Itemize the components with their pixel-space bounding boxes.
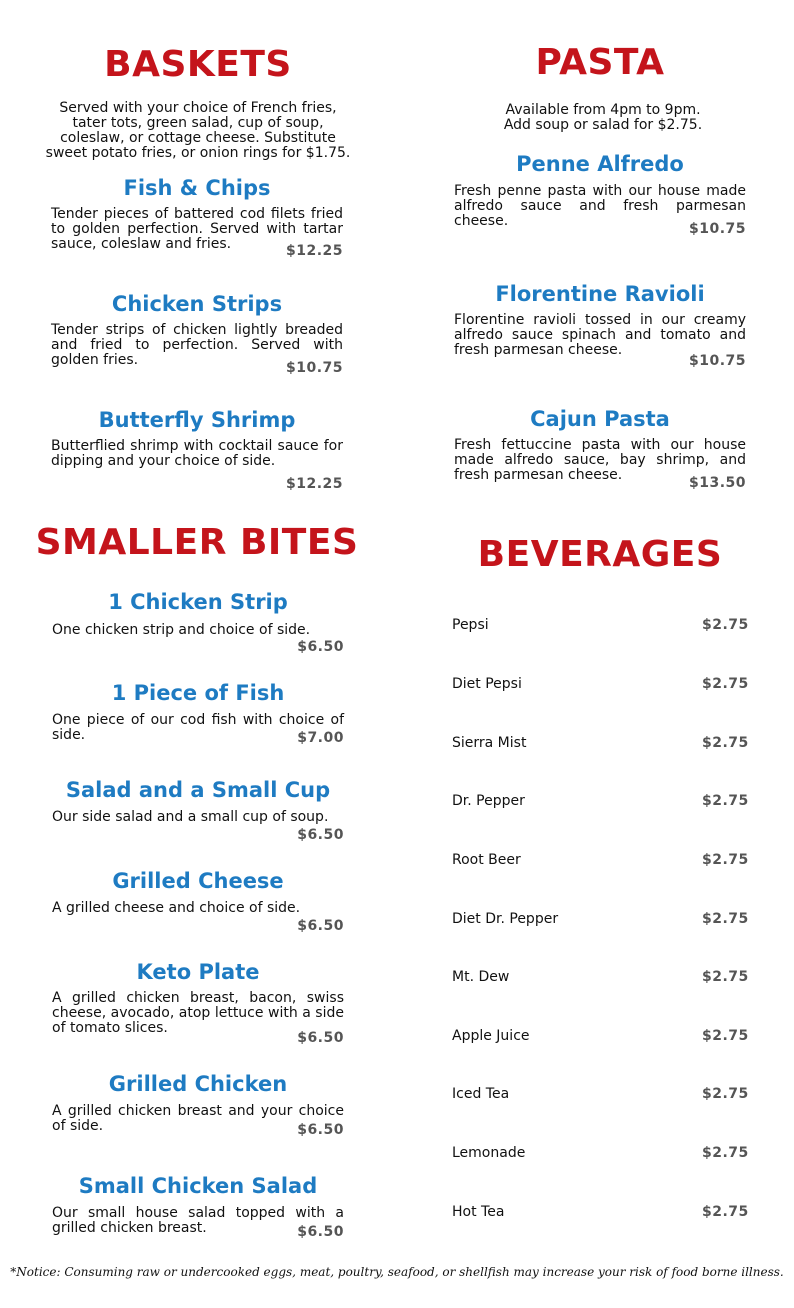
bites-item-desc: A grilled chicken breast and your choice of side. (52, 1103, 344, 1134)
pasta-item-name: Cajun Pasta (530, 407, 670, 431)
bites-item-price: $6.50 (297, 639, 344, 655)
pasta-intro-line2: Add soup or salad for $2.75. (503, 117, 703, 133)
bites-item-name: Grilled Cheese (112, 869, 284, 893)
beverage-price: $2.75 (702, 1145, 749, 1161)
pasta-item-desc: Florentine ravioli tossed in our creamy alfredo sauce spinach and tomato and fresh parmesan cheese. (454, 312, 746, 358)
beverage-name: Dr. Pepper (452, 793, 525, 809)
beverage-price: $2.75 (702, 969, 749, 985)
bites-item-price: $6.50 (297, 1224, 344, 1240)
baskets-title: BASKETS (104, 44, 292, 85)
bites-item-name: Salad and a Small Cup (65, 778, 331, 802)
beverage-name: Iced Tea (452, 1086, 510, 1102)
beverage-price: $2.75 (702, 1086, 749, 1102)
beverage-name: Pepsi (452, 617, 489, 633)
baskets-item-price: $12.25 (285, 476, 343, 492)
bites-item-price: $6.50 (297, 918, 344, 934)
bites-item-desc: A grilled cheese and choice of side. (52, 900, 301, 916)
bites-item-price: $6.50 (297, 1030, 344, 1046)
beverage-name: Sierra Mist (452, 735, 527, 751)
baskets-item-name: Fish & Chips (123, 176, 271, 200)
pasta-item-price: $10.75 (688, 353, 746, 369)
pasta-item-desc: Fresh fettuccine pasta with our house made alfredo sauce, bay shrimp, and fresh parmesan cheese. (454, 437, 746, 483)
baskets-item-name: Butterfly Shrimp (98, 408, 296, 432)
bites-item-price: $6.50 (297, 1122, 344, 1138)
baskets-item-desc: Tender strips of chicken lightly breaded and fried to perfection. Served with golden fries. (51, 322, 343, 368)
beverage-price: $2.75 (702, 676, 749, 692)
beverage-price: $2.75 (702, 1028, 749, 1044)
beverage-price: $2.75 (702, 911, 749, 927)
pasta-item-desc: Fresh penne pasta with our house made alfredo sauce and fresh parmesan cheese. (454, 183, 746, 229)
pasta-intro-line1: Available from 4pm to 9pm. (505, 102, 701, 118)
beverage-name: Hot Tea (452, 1204, 505, 1220)
pasta-item-price: $13.50 (688, 475, 746, 491)
bites-item-desc: One piece of our cod fish with choice of side. (52, 712, 344, 743)
bites-item-name: 1 Piece of Fish (111, 681, 285, 705)
beverage-price: $2.75 (702, 852, 749, 868)
beverages-title: BEVERAGES (477, 534, 723, 575)
beverage-price: $2.75 (702, 1204, 749, 1220)
beverage-name: Diet Dr. Pepper (452, 911, 559, 927)
beverage-name: Lemonade (452, 1145, 526, 1161)
bites-item-desc: Our side salad and a small cup of soup. (52, 809, 329, 825)
bites-item-name: Keto Plate (136, 960, 260, 984)
beverage-name: Apple Juice (452, 1028, 530, 1044)
bites-item-name: Small Chicken Salad (78, 1174, 318, 1198)
baskets-item-price: $10.75 (285, 360, 343, 376)
bites-item-price: $6.50 (297, 827, 344, 843)
bites-item-name: 1 Chicken Strip (108, 590, 288, 614)
baskets-intro: Served with your choice of French fries, tater tots, green salad, cup of soup, coleslaw, or cottage cheese. Substitute sweet potato fries, or onion rings for $1.75. (45, 100, 351, 161)
pasta-item-price: $10.75 (688, 221, 746, 237)
smaller-bites-title: SMALLER BITES (35, 522, 359, 563)
beverage-name: Diet Pepsi (452, 676, 522, 692)
bites-item-name: Grilled Chicken (108, 1072, 288, 1096)
beverage-price: $2.75 (702, 793, 749, 809)
pasta-title: PASTA (535, 42, 665, 83)
beverage-name: Mt. Dew (452, 969, 510, 985)
baskets-item-price: $12.25 (285, 243, 343, 259)
baskets-item-name: Chicken Strips (111, 292, 283, 316)
food-safety-notice: *Notice: Consuming raw or undercooked eggs, meat, poultry, seafood, or shellfish may increase your risk of food borne illness. (10, 1265, 784, 1279)
baskets-item-desc: Tender pieces of battered cod filets fried to golden perfection. Served with tartar sauce, coleslaw and fries. (51, 206, 343, 252)
pasta-item-name: Florentine Ravioli (495, 282, 705, 306)
beverage-price: $2.75 (702, 617, 749, 633)
beverage-name: Root Beer (452, 852, 521, 868)
baskets-item-desc: Butterflied shrimp with cocktail sauce for dipping and your choice of side. (51, 438, 343, 469)
bites-item-desc: One chicken strip and choice of side. (52, 622, 311, 638)
bites-item-desc: Our small house salad topped with a grilled chicken breast. (52, 1205, 344, 1236)
bites-item-price: $7.00 (297, 730, 344, 746)
bites-item-desc: A grilled chicken breast, bacon, swiss cheese, avocado, atop lettuce with a side of tomato slices. (52, 990, 344, 1036)
pasta-item-name: Penne Alfredo (516, 152, 684, 176)
beverage-price: $2.75 (702, 735, 749, 751)
